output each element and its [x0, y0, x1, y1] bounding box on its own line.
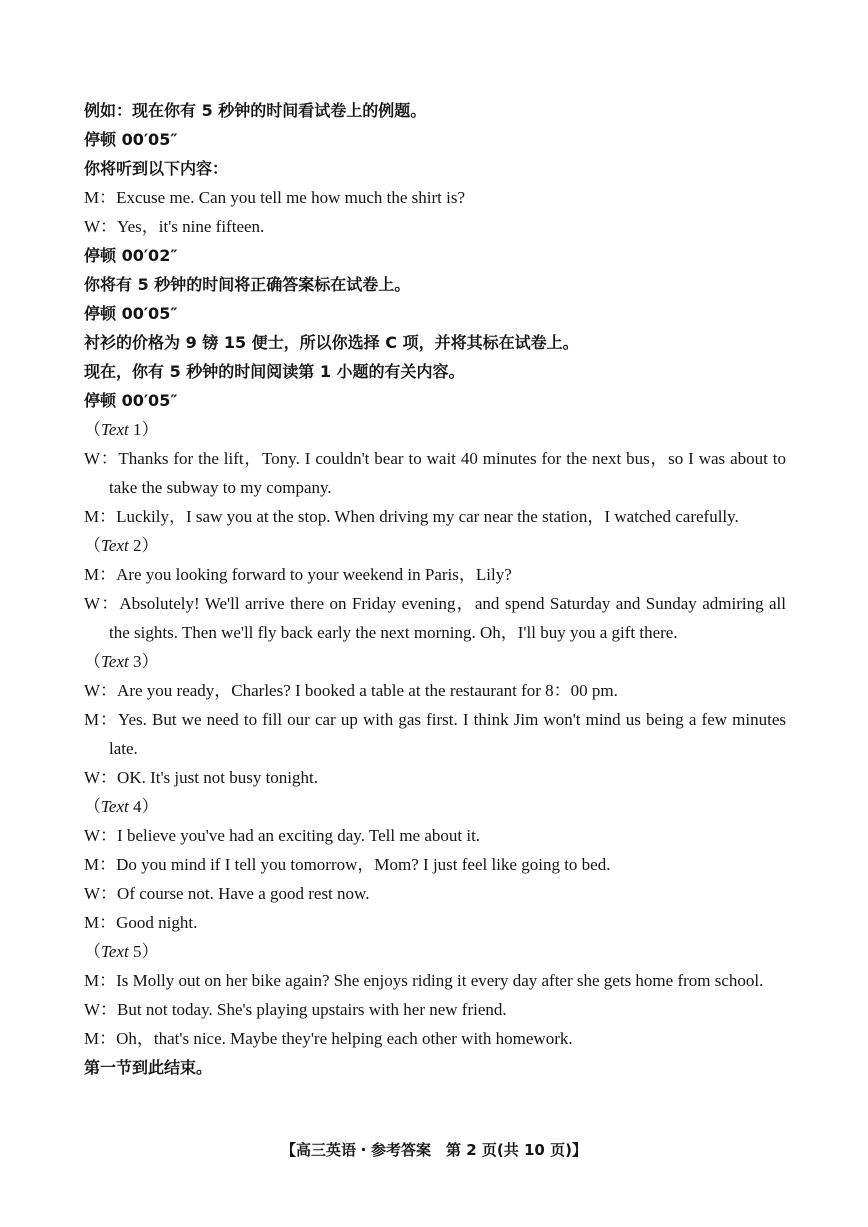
text-label-word: Text [101, 420, 129, 439]
mark-answer-instruction: 你将有 5 秒钟的时间将正确答案标在试卷上。 [84, 275, 411, 294]
dialogue-line: M：Are you looking forward to your weekend in Paris，Lily? [84, 565, 512, 584]
example-instruction: 例如：现在你有 5 秒钟的时间看试卷上的例题。 [84, 101, 427, 120]
dialogue-line: W：Absolutely! We'll arrive there on Friday evening，and spend Saturday and Sunday admiring all the sights. Then we'll fly back early the next morning. Oh，I'll buy you a gift there. [84, 594, 786, 642]
text-label [84, 792, 786, 821]
text-label-word: Text [101, 536, 129, 555]
text-label-open: （ [84, 652, 101, 671]
section-end-note: 第一节到此结束。 [84, 1058, 213, 1077]
text-label [84, 531, 786, 560]
dialogue-line: M：Yes. But we need to fill our car up with gas first. I think Jim won't mind us being a few minutes late. [84, 710, 786, 758]
pause-marker: 停顿 00′05″ [84, 304, 178, 323]
text-label [84, 647, 786, 676]
answer-explanation: 衬衫的价格为 9 镑 15 便士，所以你选择 C 项，并将其标在试卷上。 [84, 333, 579, 352]
text-label-open: （ [84, 797, 101, 816]
read-question-instruction: 现在，你有 5 秒钟的时间阅读第 1 小题的有关内容。 [84, 362, 465, 381]
text-label-open: （ [84, 942, 101, 961]
text-label-open: （ [84, 420, 101, 439]
dialogue-line: W：I believe you've had an exciting day. Tell me about it. [84, 826, 481, 845]
dialogue-line: W：Thanks for the lift，Tony. I couldn't bear to wait 40 minutes for the next bus，so I was about to take the subway to my company. [84, 449, 786, 497]
transcript-content [84, 96, 786, 1082]
text-label [84, 937, 786, 966]
text-label-number: 2） [128, 536, 159, 555]
example-dialogue-line: M：Excuse me. Can you tell me how much the shirt is? [84, 188, 466, 207]
dialogue-line: M：Do you mind if I tell you tomorrow，Mom? I just feel like going to bed. [84, 855, 611, 874]
will-hear-instruction: 你将听到以下内容： [84, 159, 229, 178]
text-label-word: Text [101, 942, 129, 961]
text-label-number: 1） [128, 420, 159, 439]
dialogue-line: W：Are you ready，Charles? I booked a table at the restaurant for 8：00 pm. [84, 681, 618, 700]
page-footer: 【高三英语・参考答案 第 2 页(共 10 页)】 [281, 1141, 587, 1159]
dialogue-line: M：Is Molly out on her bike again? She enjoys riding it every day after she gets home from school. [84, 971, 764, 990]
dialogue-line: M：Good night. [84, 913, 198, 932]
dialogue-line: W：But not today. She's playing upstairs with her new friend. [84, 1000, 507, 1019]
pause-marker: 停顿 00′05″ [84, 391, 178, 410]
text-label-word: Text [101, 797, 129, 816]
text-label-number: 4） [128, 797, 159, 816]
dialogue-line: M：Luckily，I saw you at the stop. When driving my car near the station，I watched carefully. [84, 507, 739, 526]
dialogue-line: M：Oh，that's nice. Maybe they're helping each other with homework. [84, 1029, 573, 1048]
example-dialogue-line: W：Yes，it's nine fifteen. [84, 217, 265, 236]
pause-marker: 停顿 00′05″ [84, 130, 178, 149]
pause-marker: 停顿 00′02″ [84, 246, 178, 265]
text-label [84, 415, 786, 444]
dialogue-line: W：Of course not. Have a good rest now. [84, 884, 370, 903]
text-label-open: （ [84, 536, 101, 555]
dialogue-line: W：OK. It's just not busy tonight. [84, 768, 318, 787]
text-label-word: Text [101, 652, 129, 671]
text-label-number: 5） [128, 942, 159, 961]
text-label-number: 3） [128, 652, 159, 671]
